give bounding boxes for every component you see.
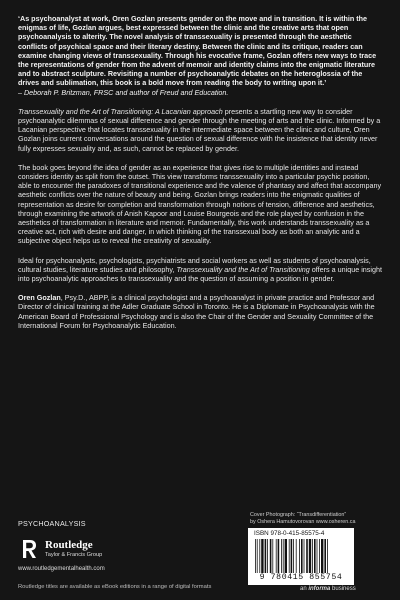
endorsement-attribution: – Deborah P. Britzman, FRSC and author of Freud and Education. [18,87,229,97]
description-paragraph-1 [18,107,382,153]
publisher-website[interactable]: www.routledgementalhealth.com [18,566,105,572]
imprint-suffix: business [330,586,356,592]
description-p3-start: Ideal for psychoanalysts, psychologists, psychiatrists and social workers as well as students of psychoanalysis, cultural studies, literature studies and philosophy, [18,255,371,274]
routledge-logo-icon [18,537,40,561]
book-title-italic: Transsexuality and the Art of Transitioning: A Lacanian approach [18,106,223,116]
subject-category: PSYCHOANALYSIS [18,519,86,528]
book-title-italic: Transsexuality and the Art of Transitioning [176,264,310,274]
cover-credit-line-2: by Oshera Hamutovorovan www.osheren.ca [250,519,356,525]
description-p3-rest: offers a unique insight into psychoanalytic approaches to transsexuality and the question of assuming a position in gender. [18,264,382,284]
publisher-group: Taylor & Francis Group [45,552,103,558]
author-name: Oren Gozlan [18,293,61,303]
informa-imprint [300,586,356,592]
isbn-barcode-box [248,528,354,585]
publisher-logo [18,537,158,561]
endorsement-quote: ‘As psychoanalyst at work, Oren Gozlan presents gender on the move and in transition. It is within the enigmas of life, Gozlan argues, best expressed between the clinic and the creative arts that open psychoanalysis to alterity. The novel analysis of transsexuality is presented through the aesthetic conflicts of psychical space and their literary destiny. Between the clinic and its critique, readers can examine changing views of transsexuality. Through his evocative frame, Gozlan offers new ways to trace the representations of gender from the advent of memoir and identity claims into the enigmatic literature and to abstract sculpture. Revisiting a number of psychoanalytic debates on the heteroglossia of the drives and sublimation, this book is a bold move from reading the body to writing upon it.’ [18,14,377,88]
description-p1-text: presents a startling new way to consider psychoanalytic dilemmas of sexual difference and gender through the meeting of arts and the clinic. Informed by a Lacanian perspective that locates transsexuality in the intermediate space between the clinic and culture, Oren Gozlan joins current conversations around the question of sexual difference with the insistence that identity never fully expresses sexuality and, as such, cannot be replaced by gender. [18,106,381,153]
imprint-name: informa [308,586,331,592]
ebook-note: Routledge titles are available as eBook editions in a range of digital formats [18,584,212,590]
imprint-prefix: an [300,586,309,592]
author-bio [18,293,382,330]
back-cover-text [18,14,382,330]
cover-photo-credit [250,512,390,526]
barcode [254,539,348,573]
cover-credit-line-1: Cover Photograph: “Transdifferentiation” [250,512,347,518]
description-paragraph-3 [18,256,382,284]
barcode-digits: 9 780415 855754 [259,573,343,582]
author-bio-text: , Psy.D., ABPP, is a clinical psychologist and a psychoanalyst in private practice and Professor and Director of clinical training at the Adler Graduate School in Toronto. He is a Diplomate in Psychoanalysis with the American Board of Professional Psychology and is also the Chair of the Gender and Sexuality Committee of the International Forum for Psychoanalytic Education. [18,293,375,330]
isbn-label: ISBN 978-0-415-85575-4 [254,530,325,537]
description-paragraph-2: The book goes beyond the idea of gender as an experience that gives rise to multiple identities and instead considers identity as split from the outset. This view transforms transsexuality into a particular psychic position, able to encounter the paradoxes of transitional experience and the valence of phantasy and affect that accompany aesthetic conflicts over the nature of beauty and being. Gozlan brings readers into the enigmatic qualities of representation as desire for completion and transformation through notions of tension, difference and aesthetics, through examining the artwork of Anish Kapoor and Louise Bourgeois and the role played by confusion in the aesthetics of transformation in literature and memoir. Fundamentally, this work understands transsexuality as a creative act, rich with desire and danger, in which thinking of the transsexual body as both an analytic and a subjective object helps us to reveal the creativity of sexuality. [18,162,382,246]
publisher-name: Routledge [45,539,93,551]
